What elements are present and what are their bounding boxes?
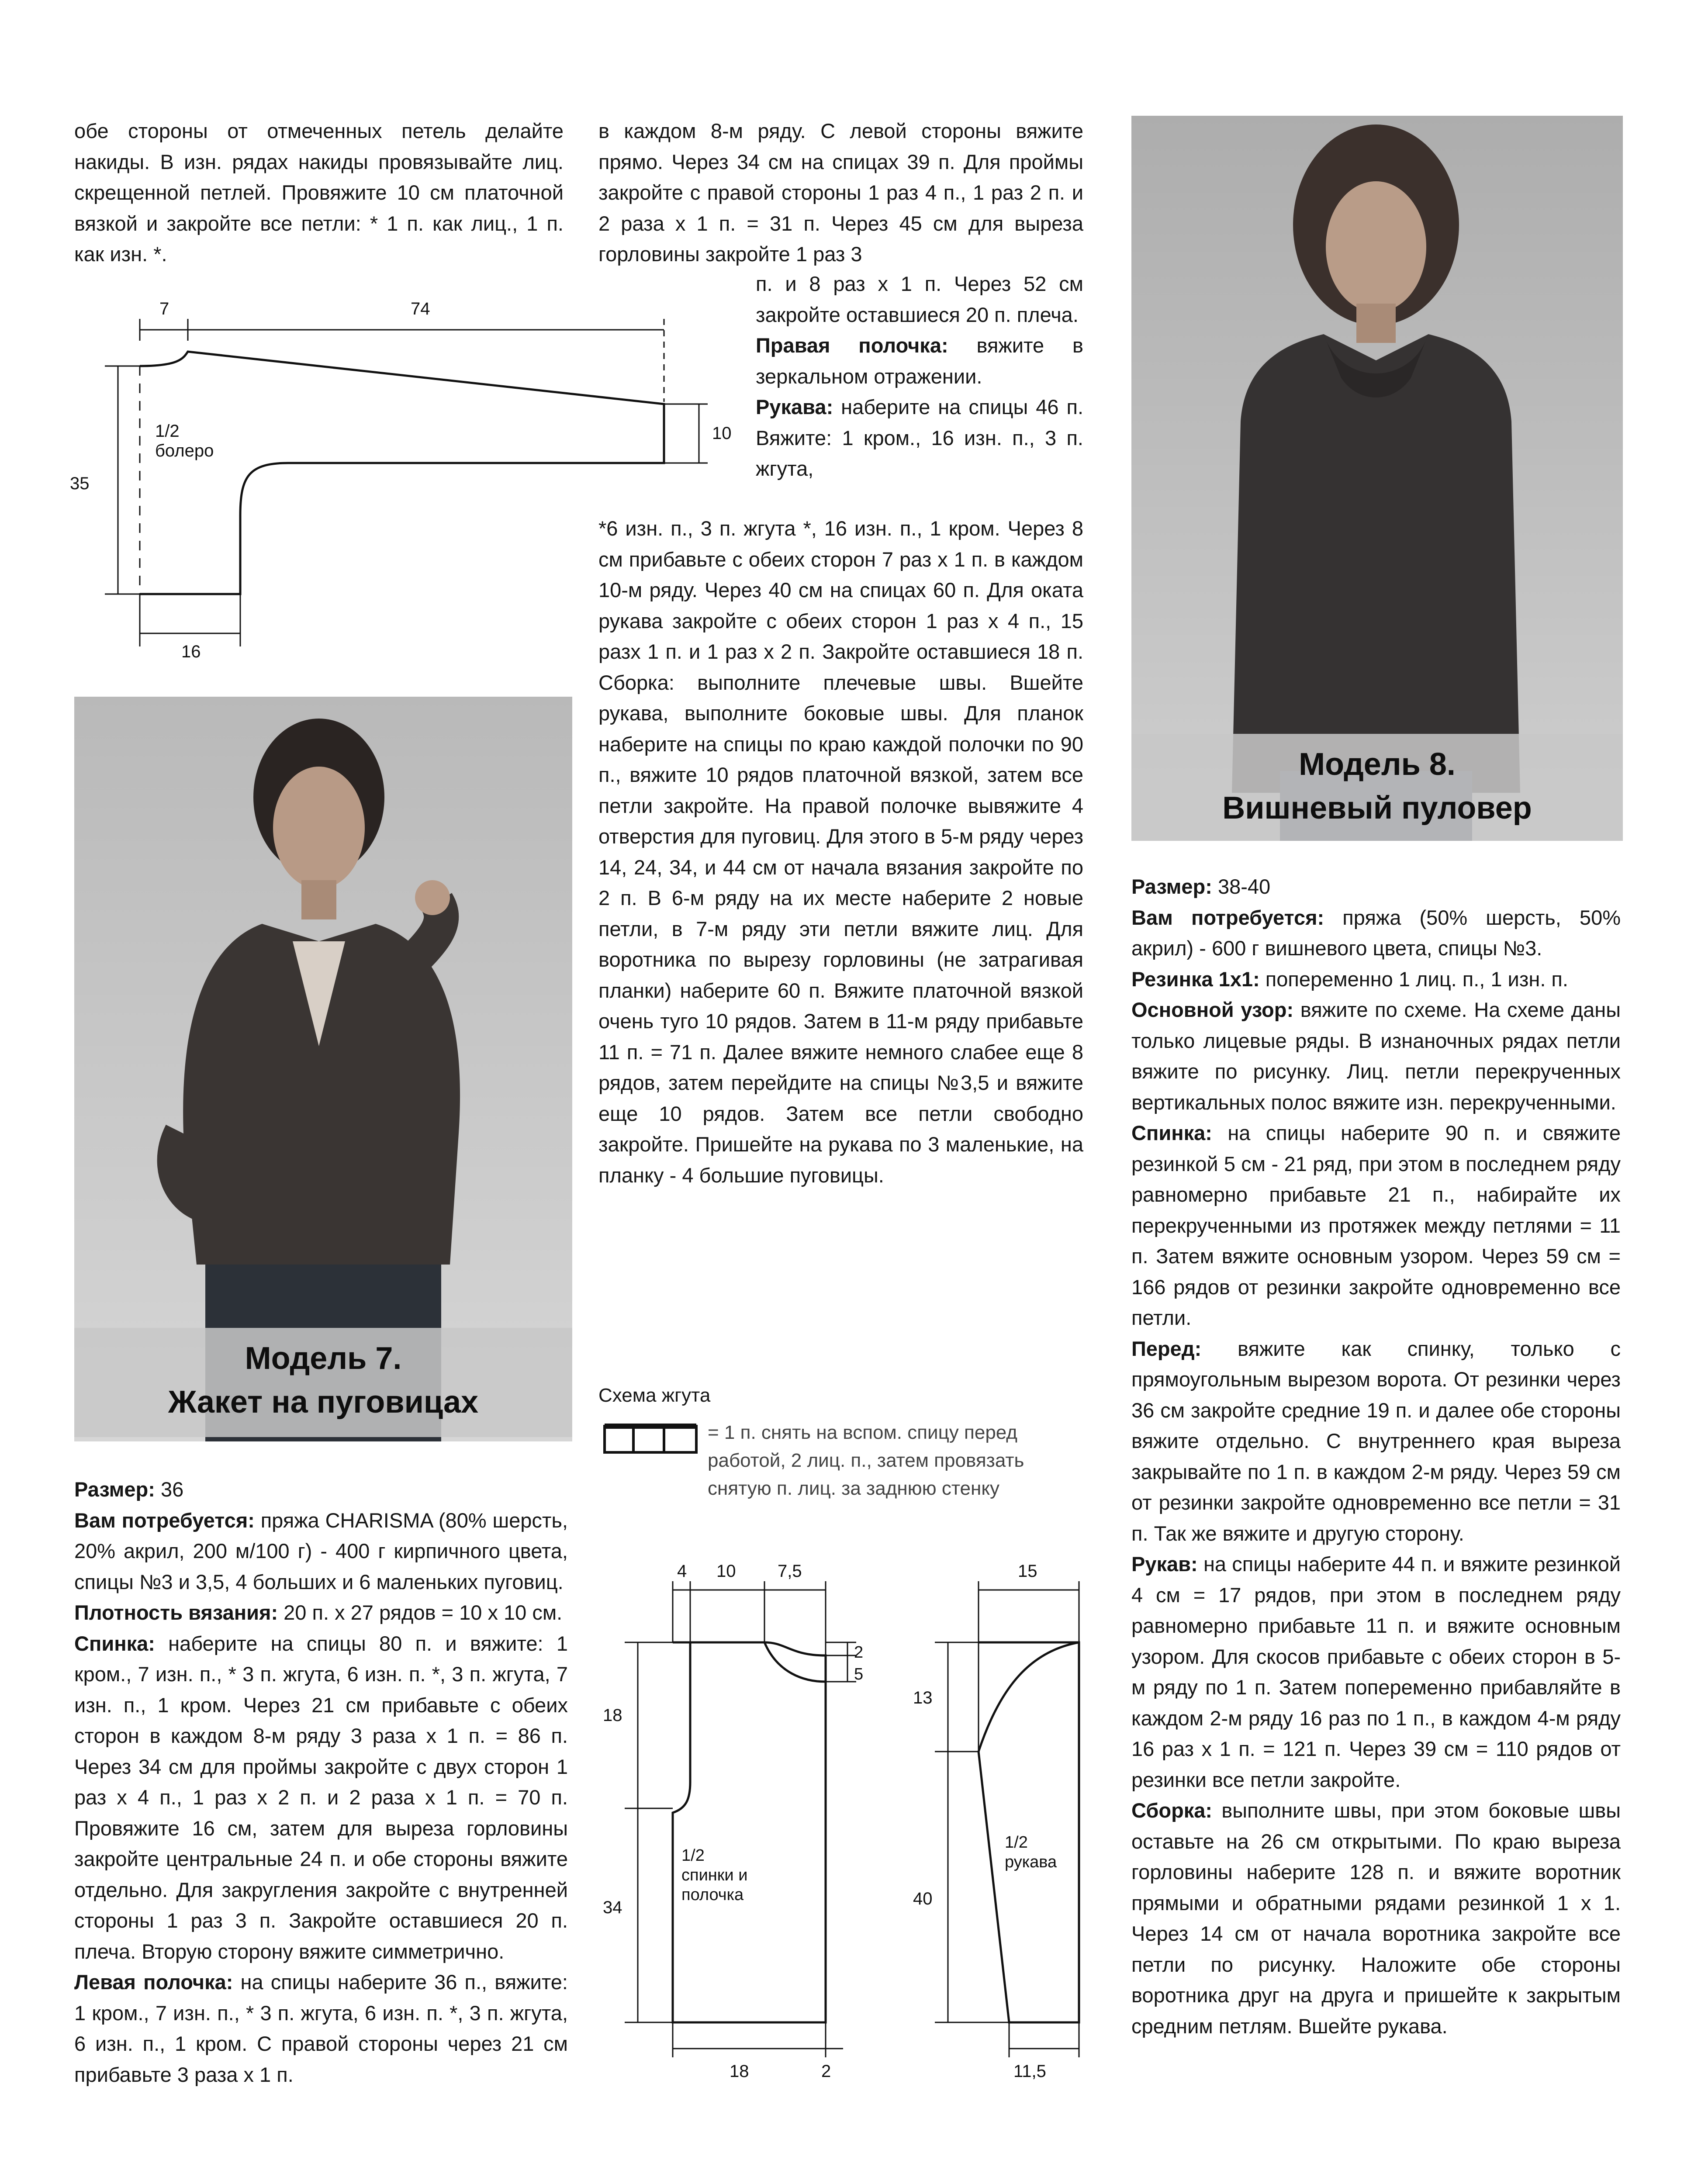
bolero-dim-16: 16: [181, 642, 201, 661]
back-label-line2: спинки и: [681, 1866, 748, 1884]
model7-subtitle: Жакет на пуговицах: [168, 1385, 479, 1420]
col1-top-paragraph: обе стороны от отмеченных петель делайте накиды. В изн. рядах накиды провязывайте лиц. скрещенной петлей. Провяжите 10 см платочной вязкой и закройте все петли: * 1 п. как лиц., 1 п. как изн. *.: [74, 119, 564, 266]
col3-paragraph: [1131, 1334, 1621, 1549]
col3-paragraph: [1131, 995, 1621, 1118]
back-dim-4: 4: [677, 1564, 687, 1581]
col1-paragraph: [74, 1967, 568, 2090]
col2-paragraph: [756, 392, 1083, 484]
back-front-pattern-diagram: [598, 1564, 869, 2079]
col2-top-text: [598, 116, 1083, 270]
col1-body: 36: [155, 1478, 184, 1501]
model8-subtitle: Вишневый пуловер: [1222, 791, 1532, 826]
col2-rest-paragraph: *6 изн. п., 3 п. жгута *, 16 изн. п., 1 кром. Через 8 см прибавьте с обеих сторон 7 раз х 1 п. в каждом 10-м ряду. Через 40 см на спицах 60 п. Для оката рукава закройте с обеих сторон 1 раз х 4 п., 15 разх 1 п. и 1 раз х 2 п. Закройте оставшиеся 18 п. Сборка: выполните плечевые швы. Вшейте рукава, выполните боковые швы. Для планок наберите на спицы по краю каждой полочки по 90 п., вяжите 10 рядов платочной вязкой, затем все петли закройте. На правой полочке вывяжите 4 отверстия для пуговиц. Для этого в 5-м ряду через 14, 24, 34, и 44 см от начала вязания закройте по 2 п. В 6-м ряду на их месте наберите 2 новые петли, в 7-м ряду эти петли вяжите лиц. Для воротника по вырезу горловины (не затрагивая планки) наберите 60 п. Вяжите платочной вязкой очень туго 10 рядов. Затем в 11-м ряду прибавьте 11 п. = 71 п. Далее вяжите немного слабее еще 8 рядов, затем перейдите на спицы №3,5 и вяжите еще 10 рядов. Затем все петли свободно закройте. Пришейте на рукава по 3 маленькие, на планку - 4 большие пуговицы.: [598, 517, 1083, 1187]
col2-rest-text: [598, 513, 1083, 1191]
cable-scheme-legend: = 1 п. снять на вспом. спицу перед работой, 2 лиц. п., затем провязать снятую п. лиц. за заднюю стенку: [708, 1422, 1024, 1499]
col2-paragraph: [756, 269, 1083, 330]
col2-body: наберите на спицы 46 п. Вяжите: 1 кром., 16 изн. п., 3 п. жгута,: [756, 395, 1083, 480]
sleeve-pattern-diagram: [900, 1564, 1101, 2079]
sleeve-dim-11-5: 11,5: [1013, 2062, 1046, 2079]
model8-photo: [1131, 116, 1623, 841]
bolero-dim-7: 7: [159, 299, 169, 318]
col3-body: вяжите по схеме. На схеме даны только лицевые ряды. В изнаночных рядах петли вяжите по рисунку. Лиц. петли перекрученных вертикальных полос вяжите изн. перекрученными.: [1131, 998, 1621, 1114]
col2-body: п. и 8 раз х 1 п. Через 52 см закройте оставшиеся 20 п. плеча.: [756, 272, 1083, 326]
back-label-line3: полочка: [681, 1886, 744, 1904]
col2-top-paragraph: в каждом 8-м ряду. С левой стороны вяжите прямо. Через 34 см на спицах 39 п. Для проймы закройте с правой стороны 1 раз 4 п., 1 раз 2 п. и 2 раза х 1 п. = 31 п. Через 45 см для выреза горловины закройте 1 раз 3: [598, 119, 1083, 266]
model8-caption: [1131, 734, 1623, 841]
back-dim-18-left: 18: [603, 1706, 622, 1725]
col3-heading: Основной узор:: [1131, 998, 1294, 1021]
bolero-dim-74: 74: [411, 299, 430, 318]
col1-heading: Плотность вязания:: [74, 1601, 278, 1624]
col1-heading: Размер:: [74, 1478, 155, 1501]
bolero-label-half: 1/2: [155, 422, 180, 441]
col3-body: выполните швы, при этом боковые швы оставьте на 26 см открытыми. По краю выреза горловины наберите 128 п. и вяжите воротник прямыми и обратными рядами резинкой 1 х 1. Через 14 см от начала воротника закройте все петли по рисунку. Наложите обе стороны воротника друг на друга и пришейте к закрытым средним петлям. Вшейте рукава.: [1131, 1799, 1621, 2038]
col2-body: вяжите в зеркальном отражении.: [756, 334, 1083, 388]
col1-paragraph: [74, 1628, 568, 1967]
col3-heading: Сборка:: [1131, 1799, 1213, 1822]
col1-body: пряжа CHARISMA (80% шерсть, 20% акрил, 200 м/100 г) - 400 г кирпичного цвета, спицы №3 и 3,5, 4 больших и 6 маленьких пуговиц.: [74, 1508, 568, 1593]
col3-paragraph: [1131, 902, 1621, 964]
col3-body: на спицы наберите 44 п. и вяжите резинкой 4 см = 17 рядов, при этом в последнем ряду равномерно прибавьте 11 п. и вяжите основным узором. Для скосов прибавьте с обеих сторон в 5-м ряду по 1 п. Затем попеременно прибавляйте в каждом 2-м ряду 16 раз по 1 п., в каждом 4-м ряду 16 раз х 1 п. = 121 п. Через 39 см = 110 рядов от резинки все петли закройте.: [1131, 1552, 1621, 1791]
col2-narrow-text: [756, 269, 1083, 484]
col1-paragraph: [74, 1505, 568, 1598]
col1-bottom-text: [74, 1474, 568, 2090]
model8-title: Модель 8.: [1299, 747, 1456, 782]
col1-top-text: [74, 116, 564, 270]
back-label-half: 1/2: [681, 1846, 705, 1865]
back-dim-2-bottom: 2: [821, 2062, 831, 2079]
sleeve-dim-15: 15: [1018, 1564, 1037, 1581]
sleeve-dim-13: 13: [913, 1688, 933, 1707]
col1-heading: Вам потребуется:: [74, 1508, 255, 1532]
col3-heading: Перед:: [1131, 1337, 1202, 1360]
cable-symbol-icon: [603, 1422, 699, 1461]
col2-heading: Правая полочка:: [756, 334, 948, 357]
sleeve-dim-40: 40: [913, 1889, 933, 1908]
col3-heading: Размер:: [1131, 875, 1212, 898]
col3-paragraph: [1131, 964, 1621, 995]
col1-body: наберите на спицы 80 п. и вяжите: 1 кром., 7 изн. п., * 3 п. жгута, 6 изн. п. *, 3 п. жгута, 7 изн. п., 1 кром. Через 21 см прибавьте с обеих сторон в каждом 8-м ряду 3 раза х 1 п. = 86 п. Через 34 см для проймы закройте с двух сторон 1 раз х 4 п., 1 раз х 2 п. и 2 раза х 1 п. = 70 п. Провяжите 16 см, затем для выреза горловины закройте центральные 24 п. и обе стороны вяжите отдельно. Для закругления закройте с внутренней стороны 1 раз 3 п. Закройте оставшиеся 20 п. плеча. Вторую сторону вяжите симметрично.: [74, 1631, 568, 1963]
col2-heading: Рукава:: [756, 395, 833, 418]
col3-body: пряжа (50% шерсть, 50% акрил) - 600 г вишневого цвета, спицы №3.: [1131, 905, 1621, 960]
back-dim-34: 34: [603, 1898, 622, 1917]
cable-scheme-title: Схема жгута: [598, 1385, 711, 1406]
col1-heading: Левая полочка:: [74, 1970, 233, 1994]
col2-paragraph: [756, 330, 1083, 392]
back-dim-7-5: 7,5: [778, 1564, 802, 1581]
col3-body: вяжите как спинку, только с прямоугольным вырезом ворота. От резинки через 36 см закройте средние 19 п. и далее обе стороны вяжите отдельно. С внутреннего края выреза закрывайте по 1 п. в каждом 2-м ряду. Через 59 см от резинки закройте одновременно все петли = 31 п. Так же вяжите и другую сторону.: [1131, 1337, 1621, 1545]
col3-body: попеременно 1 лиц. п., 1 изн. п.: [1259, 967, 1568, 991]
back-dim-10: 10: [716, 1564, 736, 1581]
col3-heading: Резинка 1х1:: [1131, 967, 1260, 991]
model8-figure-illustration: [1131, 116, 1623, 841]
col1-paragraph: [74, 1474, 568, 1505]
sleeve-label-name: рукава: [1005, 1853, 1057, 1871]
col1-body: на спицы наберите 36 п., вяжите: 1 кром., 7 изн. п., * 3 п. жгута, 6 изн. п. *, 3 п. жгута, 6 изн. п., 1 кром. С правой стороны через 21 см прибавьте 3 раза х 1 п.: [74, 1970, 568, 2086]
col1-paragraph: [74, 1597, 568, 1628]
col1-body: 20 п. х 27 рядов = 10 х 10 см.: [278, 1601, 563, 1624]
col3-paragraph: [1131, 1549, 1621, 1795]
back-dim-2-top: 2: [854, 1643, 864, 1662]
col3-heading: Вам потребуется:: [1131, 905, 1324, 929]
col3-body: 38-40: [1212, 875, 1271, 898]
col3-heading: Спинка:: [1131, 1121, 1212, 1144]
col3-paragraph: [1131, 871, 1621, 902]
back-dim-5: 5: [854, 1665, 864, 1683]
col3-heading: Рукав:: [1131, 1552, 1198, 1576]
sleeve-label-half: 1/2: [1005, 1833, 1028, 1852]
model7-caption: [74, 1328, 572, 1437]
bolero-dim-35: 35: [70, 474, 90, 493]
bolero-label-name: болеро: [155, 441, 214, 460]
col3-text: [1131, 871, 1621, 2042]
model7-title: Модель 7.: [245, 1341, 402, 1376]
back-dim-18-bottom: 18: [730, 2062, 749, 2079]
col1-heading: Спинка:: [74, 1631, 155, 1655]
col3-paragraph: [1131, 1118, 1621, 1334]
col3-body: на спицы наберите 90 п. и свяжите резинкой 5 см - 21 ряд, при этом в последнем ряду равномерно прибавьте 21 п., набирайте их перекрученными из протяжек между петлями = 11 п. Затем вяжите основным узором. Через 59 см = 166 рядов от резинки закройте одновременно все петли.: [1131, 1121, 1621, 1329]
bolero-dim-10: 10: [712, 424, 732, 443]
col3-paragraph: [1131, 1795, 1621, 2042]
